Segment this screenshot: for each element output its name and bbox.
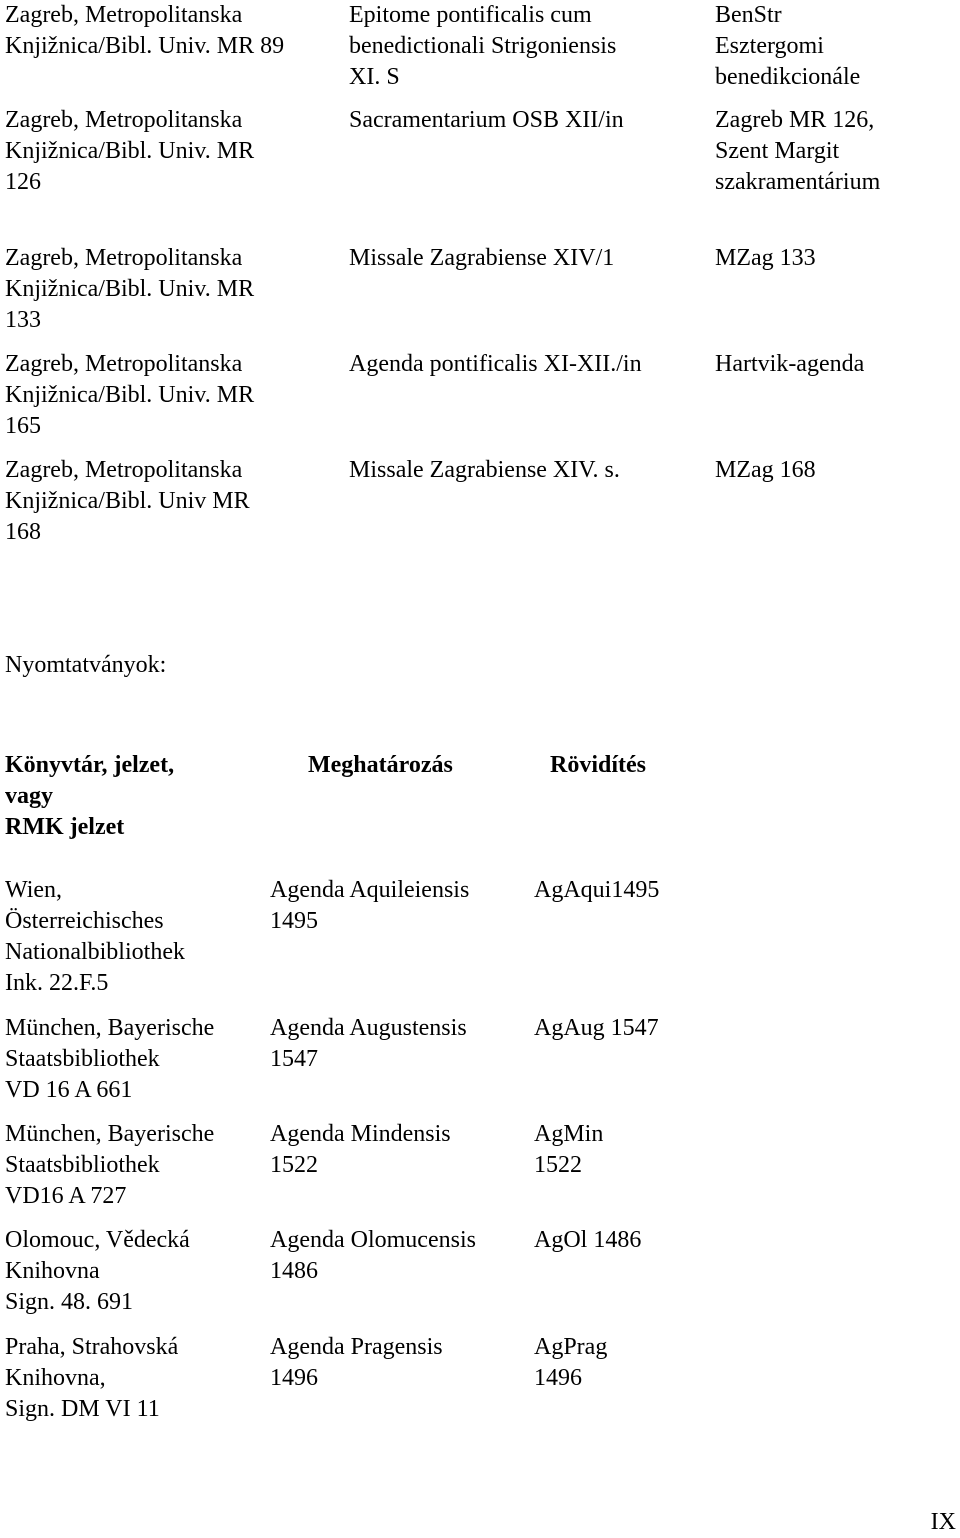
prints-header-definition: Meghatározás xyxy=(308,752,453,778)
manuscript-definition: Missale Zagrabiense XIV. s. xyxy=(349,457,620,483)
print-library: München, Bayerische Staatsbibliothek VD 16 A 661 xyxy=(5,1015,215,1103)
manuscript-library: Zagreb, Metropolitanska Knjižnica/Bibl. Univ. MR 89 xyxy=(5,2,285,59)
prints-header-abbreviation: Rövidítés xyxy=(550,752,646,778)
manuscript-library: Zagreb, Metropolitanska Knjižnica/Bibl. Univ MR 168 xyxy=(5,457,250,545)
print-library: Wien, Österreichisches Nationalbibliothek Ink. 22.F.5 xyxy=(5,877,185,996)
print-abbreviation: AgAug 1547 xyxy=(534,1015,659,1041)
manuscript-abbreviation: MZag 168 xyxy=(715,457,816,483)
print-definition: Agenda Augustensis 1547 xyxy=(270,1015,467,1072)
print-abbreviation: AgOl 1486 xyxy=(534,1227,642,1253)
print-abbreviation: AgAqui1495 xyxy=(534,877,660,903)
manuscript-definition: Epitome pontificalis cum benedictionali Strigoniensis XI. S xyxy=(349,2,617,90)
prints-header-library: Könyvtár, jelzet, vagy RMK jelzet xyxy=(5,752,175,840)
print-abbreviation: AgMin 1522 xyxy=(534,1121,604,1178)
prints-heading: Nyomtatványok: xyxy=(5,652,167,678)
manuscript-abbreviation: Hartvik-agenda xyxy=(715,351,865,377)
manuscript-definition: Agenda pontificalis XI-XII./in xyxy=(349,351,642,377)
manuscript-abbreviation: Zagreb MR 126, Szent Margit szakramentárium xyxy=(715,107,881,195)
page-number: IX xyxy=(930,1509,956,1535)
print-definition: Agenda Aquileiensis 1495 xyxy=(270,877,470,934)
manuscript-abbreviation: BenStr Esztergomi benedikcionále xyxy=(715,2,861,90)
print-definition: Agenda Pragensis 1496 xyxy=(270,1334,443,1391)
manuscript-definition: Sacramentarium OSB XII/in xyxy=(349,107,624,133)
print-definition: Agenda Mindensis 1522 xyxy=(270,1121,451,1178)
manuscript-library: Zagreb, Metropolitanska Knjižnica/Bibl. Univ. MR 126 xyxy=(5,107,255,195)
print-library: Olomouc, Vědecká Knihovna Sign. 48. 691 xyxy=(5,1227,190,1315)
manuscript-abbreviation: MZag 133 xyxy=(715,245,816,271)
print-library: München, Bayerische Staatsbibliothek VD16 A 727 xyxy=(5,1121,215,1209)
print-library: Praha, Strahovská Knihovna, Sign. DM VI 11 xyxy=(5,1334,179,1422)
print-abbreviation: AgPrag 1496 xyxy=(534,1334,608,1391)
manuscript-library: Zagreb, Metropolitanska Knjižnica/Bibl. Univ. MR 133 xyxy=(5,245,255,333)
manuscript-library: Zagreb, Metropolitanska Knjižnica/Bibl. Univ. MR 165 xyxy=(5,351,255,439)
print-definition: Agenda Olomucensis 1486 xyxy=(270,1227,476,1284)
manuscript-definition: Missale Zagrabiense XIV/1 xyxy=(349,245,615,271)
